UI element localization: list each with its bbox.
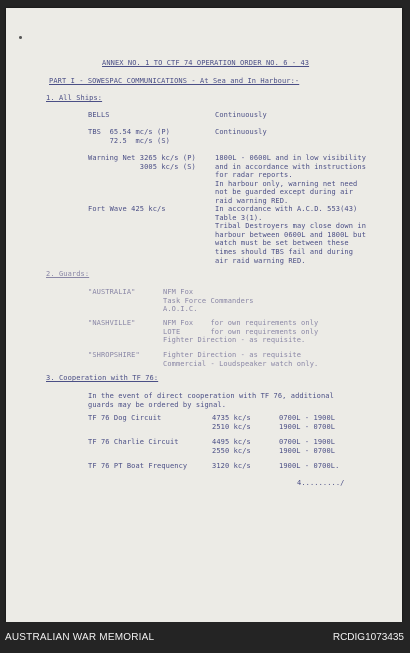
s2-row-2-left: "NASHVILLE" bbox=[88, 319, 136, 327]
part-heading: PART I - SOWESPAC COMMUNICATIONS - At Sea and In Harbour:- bbox=[49, 77, 300, 85]
page-continuation-marker: 4........./ bbox=[297, 479, 345, 487]
s2-row-1-left: "AUSTRALIA" bbox=[88, 288, 136, 296]
s1-row-4-right: In accordance with A.C.D. 553(43) Table 3(1). Tribal Destroyers may close down in harbour between 0600L and 1800L but watch must be set between these times should TBS fail and during air raid warning RED. bbox=[215, 205, 367, 265]
s2-row-3-right: Fighter Direction - as requisite Commercial - Loudspeaker watch only. bbox=[163, 351, 319, 368]
s3-row-2-times: 0700L - 1900L 1900L - 0700L bbox=[279, 438, 336, 455]
s1-row-4-left: Fort Wave 425 kc/s bbox=[88, 205, 166, 213]
s3-row-3-name: TF 76 PT Boat Frequency bbox=[88, 462, 188, 470]
s2-row-2-right: NFM Fox for own requirements only LOTE for own requirements only Fighter Direction - as requisite. bbox=[163, 319, 319, 345]
section-2-heading: 2. Guards: bbox=[46, 270, 90, 278]
punch-hole bbox=[19, 36, 22, 39]
s3-row-3-freq: 3120 kc/s bbox=[212, 462, 251, 470]
s1-row-3-right: 1800L - 0600L and in low visibility and in accordance with instructions for radar reports. In harbour only, warning net need not be guarded except during air raid warning RED. bbox=[215, 154, 367, 205]
footer-record-id: RCDIG1073435 bbox=[332, 632, 404, 643]
document-title: ANNEX NO. 1 TO CTF 74 OPERATION ORDER NO. 6 - 43 bbox=[102, 59, 310, 67]
document-page bbox=[6, 8, 402, 622]
footer-bar bbox=[0, 622, 410, 653]
s3-row-1-name: TF 76 Dog Circuit bbox=[88, 414, 162, 422]
s3-row-2-freq: 4495 kc/s 2550 kc/s bbox=[212, 438, 251, 455]
s1-row-1-left: BELLS bbox=[88, 111, 110, 119]
section-1-heading: 1. All Ships: bbox=[46, 94, 103, 102]
s3-row-1-freq: 4735 kc/s 2510 kc/s bbox=[212, 414, 251, 431]
s3-row-2-name: TF 76 Charlie Circuit bbox=[88, 438, 179, 446]
s3-row-1-times: 0700L - 1900L 1900L - 0700L bbox=[279, 414, 336, 431]
s3-intro: In the event of direct cooperation with TF 76, additional guards may be ordered by signal. bbox=[88, 392, 334, 409]
s1-row-1-right: Continuously bbox=[215, 111, 267, 119]
footer-institution: AUSTRALIAN WAR MEMORIAL bbox=[5, 632, 155, 643]
section-3-heading: 3. Cooperation with TF 76: bbox=[46, 374, 159, 382]
s1-row-2-left: TBS 65.54 mc/s (P) 72.5 mc/s (S) bbox=[88, 128, 170, 145]
s2-row-1-right: NFM Fox Task Force Commanders A.O.I.C. bbox=[163, 288, 254, 314]
s2-row-3-left: "SHROPSHIRE" bbox=[88, 351, 140, 359]
s1-row-2-right: Continuously bbox=[215, 128, 267, 136]
s3-row-3-times: 1900L - 0700L. bbox=[279, 462, 340, 470]
s1-row-3-left: Warning Net 3265 kc/s (P) 3005 kc/s (S) bbox=[88, 154, 196, 171]
